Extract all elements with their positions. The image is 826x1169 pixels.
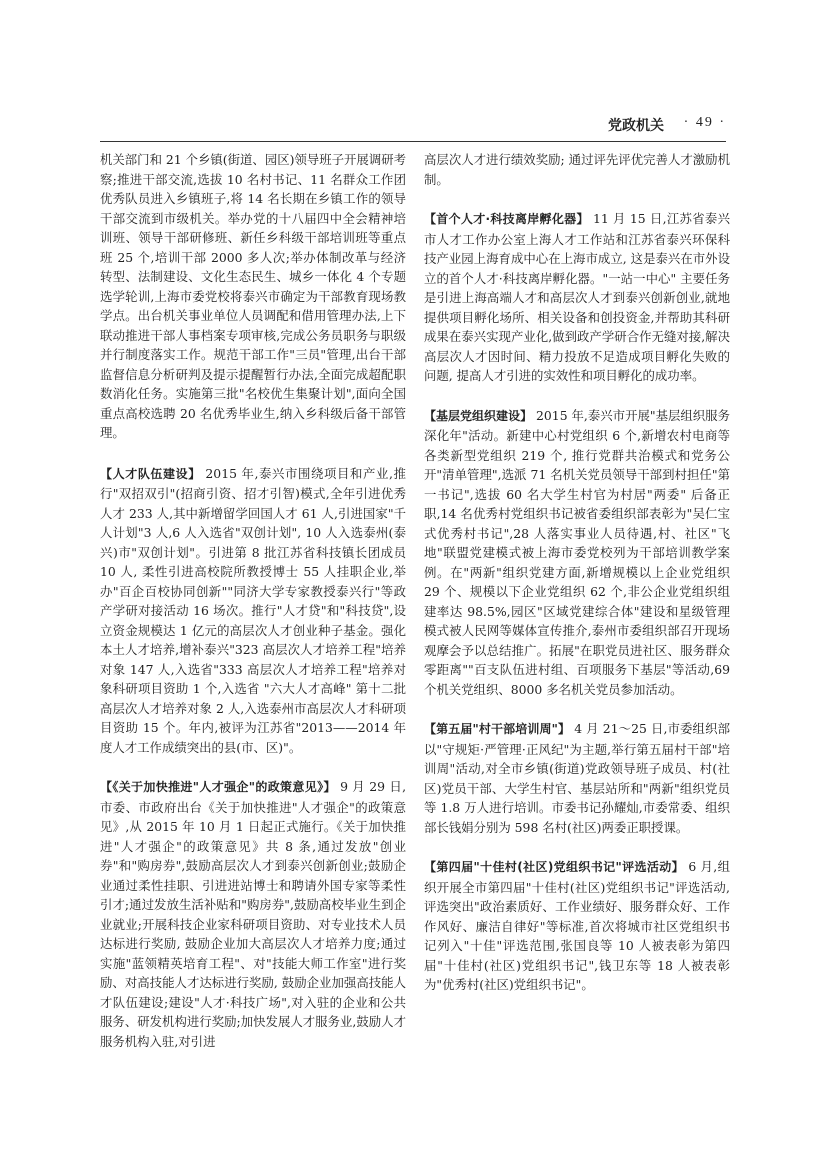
page-number: · 49 · bbox=[683, 115, 726, 130]
right-column bbox=[424, 150, 730, 1015]
running-header bbox=[100, 113, 726, 142]
article-talent-team bbox=[100, 464, 406, 758]
article-heading: 【《关于加快推进"人才强企"的政策意见》】 bbox=[100, 780, 336, 794]
article-incubator bbox=[424, 209, 730, 386]
article-top-ten-selection bbox=[424, 857, 730, 995]
article-heading: 【首个人才·科技离岸孵化器】 bbox=[424, 212, 589, 226]
article-body: 6 月,组织开展全市第四届"十佳村(社区)党组织书记"评选活动,评选突出"政治素质好、工作业绩好、服务群众好、工作作风好、廉洁自律好"等标准,首次将城市社区党组织书记列入"十佳"评选范围,张国良等 10 人被表彰为第四届"十佳村(社区)党组织书记",钱卫东等 18 人被表彰为"优秀村(社区)党组织书记"。 bbox=[424, 859, 730, 992]
article-body: 11 月 15 日,江苏省泰兴市人才工作办公室上海人才工作站和江苏省泰兴环保科技产业园上海育成中心在上海市成立, 这是泰兴在市外设立的首个人才·科技离岸孵化器。"一站一中心" 主要任务是引进上海高端人才和高层次人才到泰兴创新创业,就地提供项目孵化场所、相关设备和创投资金,并帮助其科研成果在泰兴实现产业化,做到政产学研合作无缝对接,解决高层次人才因时间、精力投放不足造成项目孵化失败的问题, 提高人才引进的实效性和项目孵化的成功率。 bbox=[424, 211, 730, 383]
article-heading: 【第五届"村干部培训周"】 bbox=[424, 722, 571, 736]
article-body: 2015 年,泰兴市围绕项目和产业,推行"双招双引"(招商引资、招才引智)模式,全年引进优秀人才 233 人,其中新增留学回国人才 61 人,引进国家"千人计划"3 人,6 人入选省"双创计划", 10 人入选泰州(泰兴)市"双创计划"。引进第 8 批江苏省科技镇长团成员 10 人, 柔性引进高校院所教授博士 55 人挂职企业,举办"百企百校协同创新""同济大学专家教授泰兴行"等政产学研对接活动 16 场次。推行"人才贷"和"科技贷",设立资金规模达 1 亿元的高层次人才创业种子基金。强化本土人才培养,增补泰兴"323 高层次人才培养工程"培养对象 147 人,入选省"333 高层次人才培养工程"培养对象科研项目资助 1 个,入选省 "六大人才高峰" 第十二批高层次人才培养对象 2 人,入选泰州市高层次人才科研项目资助 15 个。年内,被评为江苏省"2013——2014 年度人才工作成绩突出的县(市、区)"。 bbox=[100, 465, 406, 755]
article-training-week bbox=[424, 719, 730, 837]
continued-paragraph: 高层次人才进行绩效奖励; 通过评先评优完善人才激励机制。 bbox=[424, 152, 730, 187]
article-body: 2015 年,泰兴市开展"基层组织服务深化年"活动。新建中心村党组织 6 个,新增农村电商等各类新型党组织 219 个, 推行党群共治模式和党务公开"清单管理",选派 71 名机关党员领导干部到村担任"第一书记",选拔 60 名大学生村官为村居"两委" 后备正职,14 名优秀村党组织书记被省委组织部表彰为"吴仁宝式优秀村书记",28 人落实事业人员待遇,村、社区"飞地"联盟党建模式被上海市委党校列为干部培训教学案例。在"两新"组织党建方面,新增规模以上企业党组织 29 个、规模以下企业党组织 62 个,非公企业党组织组建率达 98.5%,园区"区域党建综合体"建设和星级管理模式被人民网等媒体宣传推介,泰州市委组织部召开现场观摩会予以总结推广。拓展"在职党员进社区、服务群众零距离""百支队伍进村组、百项服务下基层"等活动,69 个机关党组织、8000 多名机关党员参加活动。 bbox=[424, 407, 730, 697]
article-heading: 【人才队伍建设】 bbox=[100, 466, 201, 481]
section-title: 党政机关 bbox=[608, 118, 664, 134]
article-heading: 【基层党组织建设】 bbox=[424, 408, 533, 423]
continued-paragraph: 机关部门和 21 个乡镇(街道、园区)领导班子开展调研考察;推进干部交流,选拔 10 名村书记、11 名群众工作团优秀队员进入乡镇班子,将 14 名长期在乡镇工作的领导干部交流到市级机关。举办党的十八届四中全会精神培训班、领导干部研修班、新任乡科级干部培训班等重点班 25 个,培训干部 2000 多人次;举办体制改革与经济转型、法制建设、文化生态民生、城乡一体化 4 个专题选学轮训,上海市委党校将泰兴市确定为干部教育现场教学点。出台机关事业单位人员调配和借用管理办法,上下联动推进干部人事档案专项审核,完成公务员职务与职级并行制度落实工作。规范干部工作"三员"管理,出台干部监督信息分析研判及提示提醒暂行办法,全面完成超配职数消化任务。实施第三批"名校优生集聚计划",面向全国重点高校选聘 20 名优秀毕业生,纳入乡科级后备干部管理。 bbox=[100, 152, 406, 440]
left-column bbox=[100, 150, 406, 1071]
article-grassroots-party bbox=[424, 406, 730, 700]
article-body: 9 月 29 日,市委、市政府出台《关于加快推进"人才强企"的政策意见》,从 2015 年 10 月 1 日起正式施行。《关于加快推进"人才强企"的政策意见》共 8 条,通过发放"创业券"和"购房券",鼓励高层次人才到泰兴创新创业;鼓励企业通过柔性挂职、引进进站博士和聘请外国专家等柔性引才;通过发放生活补贴和"购房券",鼓励高校毕业生到企业就业;开展科技企业家科研项目资助、对专业技术人员达标进行奖励, 鼓励企业加大高层次人才培养力度;通过实施"蓝领精英培育工程"、对"技能大师工作室"进行奖励、对高技能人才达标进行奖励, 鼓励企业加强高技能人才队伍建设;建设"人才·科技广场",对入驻的企业和公共服务、研发机构进行奖励;加快发展人才服务业,鼓励人才服务机构入驻,对引进 bbox=[100, 779, 407, 1049]
article-talent-policy bbox=[100, 777, 406, 1051]
article-heading: 【第四届"十佳村(社区)党组织书记"评选活动】 bbox=[424, 860, 685, 874]
article-body: 4 月 21～25 日,市委组织部以"守规矩·严管理·正风纪"为主题,举行第五届村干部"培训周"活动,对全市乡镇(街道)党政领导班子成员、村(社区)党员干部、大学生村官、基层站所和"两新"组织党员等 1.8 万人进行培训。市委书记孙耀灿,市委常委、组织部长钱娟分别为 598 名村(社区)两委正职授课。 bbox=[424, 721, 730, 835]
